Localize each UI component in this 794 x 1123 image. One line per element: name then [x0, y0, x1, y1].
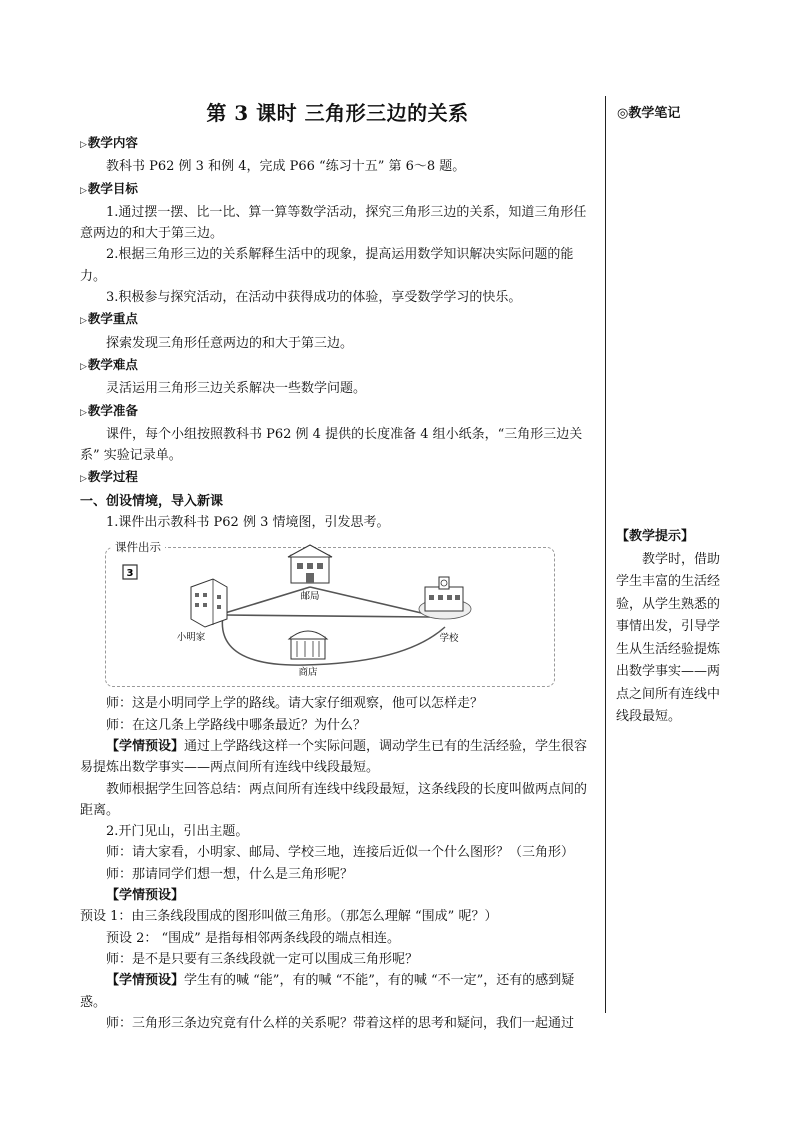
dialogue-line: 师：三角形三条边究竟有什么样的关系呢？带着这样的思考和疑问，我们一起通过 [106, 1015, 575, 1031]
preset-paragraph: 【学情预设】通过上学路线这样一个实际问题，调动学生已有的生活经验，学生很容易提炼出数学事实——两点间所有连线中线段最短。 [80, 738, 588, 776]
teaching-tip-text: 教学时，借助学生丰富的生活经验，从学生熟悉的事情出发，引导学生从生活经验提炼出数学事实——两点之间所有连线中线段最短。 [616, 551, 721, 724]
goal-2: 2.根据三角形三边的关系解释生活中的现象，提高运用数学知识解决实际问题的能力。 [80, 247, 574, 284]
shop-label: 商店 [298, 667, 318, 679]
preset-paragraph: 【学情预设】预设 1：由三条线段围成的图形叫做三角形。（那怎么理解 “围成” 呢？） [80, 888, 498, 925]
difficulties-text: 灵活运用三角形三边关系解决一些数学问题。 [106, 381, 367, 397]
key-points-text: 探索发现三角形任意两边的和大于第三边。 [106, 335, 354, 351]
teaching-tip-title: 【教学提示】 [616, 529, 695, 544]
step-1: 1.课件出示教科书 P62 例 3 情境图，引发思考。 [106, 515, 390, 531]
section-heading-difficulties: ▷教学难点 [80, 356, 138, 372]
page-title: 第 3 课时 三角形三边的关系 [206, 101, 469, 125]
preset-label: 【学情预设】 [106, 738, 185, 754]
route-map-illustration [105, 537, 555, 687]
step-2: 2.开门见山，引出主题。 [106, 824, 249, 840]
triangle-bullet-icon: ▷ [80, 474, 87, 485]
school-label: 学校 [439, 633, 459, 645]
section-heading-preparation: ▷教学准备 [80, 402, 138, 418]
post-office-icon [288, 545, 332, 583]
teacher-summary: 教师根据学生回答总结：两点间所有连线中线段最短，这条线段的长度叫做两点间的距离。 [80, 781, 588, 818]
preparation-text: 课件，每个小组按照教科书 P62 例 4 提供的长度准备 4 组小纸条，“三角形三边关系” 实验记录单。 [80, 426, 583, 464]
home-to-school-line [225, 615, 430, 617]
triangle-bullet-icon: ▷ [80, 140, 87, 150]
goal-3: 3.积极参与探究活动，在活动中获得成功的体验，享受数学学习的快乐。 [106, 290, 522, 306]
post-office-to-school-line [310, 587, 430, 615]
triangle-bullet-icon: ▷ [80, 316, 87, 327]
triangle-bullet-icon: ▷ [80, 407, 87, 418]
dialogue-line: 师：是不是只要有三条线段就一定可以围成三角形呢？ [106, 951, 419, 967]
triangle-bullet-icon: ▷ [80, 185, 87, 196]
example-number: 3 [126, 568, 134, 580]
school-building-icon [419, 577, 471, 619]
section-heading-content: ▷教学内容 [80, 135, 138, 150]
section-heading-goals: ▷教学目标 [80, 180, 138, 196]
dialogue-line: 师：那请同学们想一想，什么是三角形呢？ [106, 866, 354, 882]
post-office-label: 邮局 [300, 591, 320, 603]
section-heading-process: ▷教学过程 [80, 469, 138, 485]
goal-1: 1.通过摆一摆、比一比、算一算等数学活动，探究三角形三边的关系，知道三角形任意两边的和大于第三边。 [80, 204, 587, 242]
lesson-plan [80, 98, 595, 1034]
part-1-heading: 一、创设情境，导入新课 [80, 493, 224, 509]
figure-tag: 课件出示 [111, 537, 165, 558]
section-heading-key-points: ▷教学重点 [80, 311, 138, 327]
preset-label: 【学情预设】 [106, 888, 185, 904]
curved-route-line [222, 615, 445, 665]
content-text: 教科书 P62 例 3 和例 4，完成 P66 “练习十五” 第 6～8 题。 [106, 159, 466, 175]
dialogue-line: 师：这是小明同学上学的路线。请大家仔细观察，他可以怎样走？ [106, 696, 484, 712]
preset-paragraph: 【学情预设】学生有的喊 “能”，有的喊 “不能”，有的喊 “不一定”，还有的感到疑惑。 [80, 973, 575, 1010]
teaching-tip [616, 526, 728, 729]
triangle-bullet-icon: ▷ [80, 361, 87, 372]
teaching-notes-heading: ◎教学笔记 [617, 106, 681, 121]
preset-label: 【学情预设】 [106, 973, 185, 989]
route-figure [105, 537, 555, 687]
home-building-icon [191, 579, 227, 627]
column-divider [605, 96, 606, 1013]
dialogue-line: 师：在这几条上学路线中哪条最近？为什么？ [106, 717, 367, 733]
home-label: 小明家 [176, 632, 206, 644]
dialogue-line: 师：请大家看，小明家、邮局、学校三地，连接后近似一个什么图形？（三角形） [106, 845, 575, 861]
preset-2: 预设 2： “围成” 是指每相邻两条线段的端点相连。 [106, 930, 400, 946]
shop-building-icon [289, 631, 327, 659]
home-to-post-office-line [225, 587, 310, 613]
